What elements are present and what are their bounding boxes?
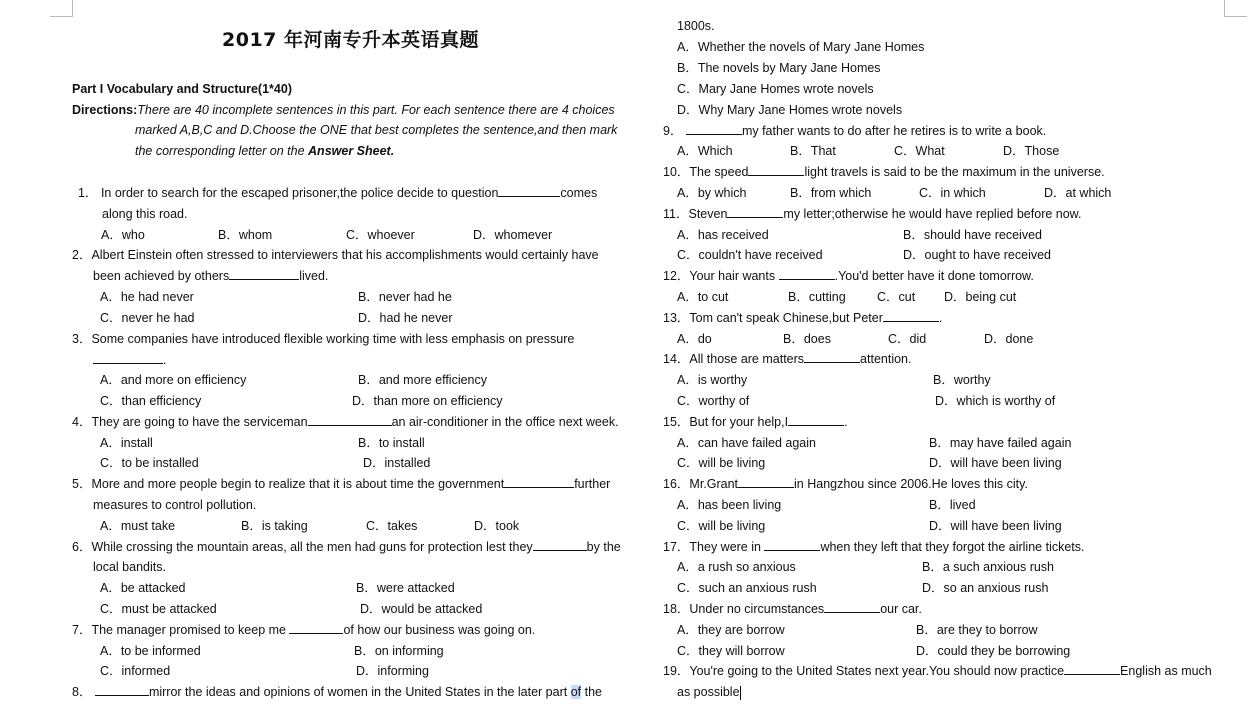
question-text: They are going to have the serviceman — [91, 415, 308, 429]
question-18 — [663, 600, 922, 618]
q17-option-a: A．a rush so anxious — [677, 560, 796, 574]
answer-blank — [788, 413, 844, 426]
q18-option-c: C．they will borrow — [677, 644, 785, 658]
answer-blank — [498, 184, 560, 197]
q11-option-c: C．couldn't have received — [677, 248, 823, 262]
question-text: You're going to the United States next year.You should now practice — [689, 664, 1065, 678]
question-text: Albert Einstein often stressed to interviewers that his accomplishments would certainly have — [91, 248, 599, 262]
q10-option-c: C．in which — [919, 186, 986, 200]
question-text: as possible — [677, 685, 740, 699]
q14-option-c: C．worthy of — [677, 394, 750, 408]
question-number: 12． — [663, 269, 690, 283]
q12-option-a: A．to cut — [677, 290, 729, 304]
answer-blank — [738, 475, 794, 488]
q3-option-c: C．than efficiency — [100, 394, 202, 408]
q16-option-c: C．will be living — [677, 519, 766, 533]
q7-option-c: C．informed — [100, 664, 171, 678]
question-10 — [663, 163, 1105, 181]
question-text: . — [844, 415, 848, 429]
answer-blank — [289, 621, 343, 634]
q14-option-b: B．worthy — [933, 373, 991, 387]
answer-blank — [727, 205, 783, 218]
question-3 — [72, 330, 574, 348]
q18-option-b: B．are they to borrow — [916, 623, 1038, 637]
q5-option-d: D．took — [474, 519, 520, 533]
question-number: 16． — [663, 477, 690, 491]
q4-option-d: D．installed — [363, 456, 431, 470]
question-6-cont: local bandits. — [93, 560, 166, 574]
answer-blank — [533, 538, 587, 551]
q12-option-b: B．cutting — [788, 290, 846, 304]
question-number: 8． — [72, 685, 92, 699]
q7-option-a: A．to be informed — [100, 644, 201, 658]
crop-mark-top-right — [1224, 0, 1247, 17]
q8-option-c: C．Mary Jane Homes wrote novels — [677, 82, 874, 96]
q1-option-b: B．whom — [218, 228, 273, 242]
question-number: 4． — [72, 415, 92, 429]
question-9 — [663, 122, 1046, 140]
question-text: All those are matters — [689, 352, 805, 366]
question-text: my letter;otherwise he would have replied before now. — [783, 207, 1082, 221]
question-text: light travels is said to be the maximum in the universe. — [804, 165, 1105, 179]
question-8-cont: 1800s. — [677, 19, 715, 33]
question-number: 14． — [663, 352, 690, 366]
question-text: an air-conditioner in the office next week. — [391, 415, 619, 429]
q16-option-b: B．lived — [929, 498, 976, 512]
question-1-cont: along this road. — [102, 207, 188, 221]
q1-option-d: D．whomever — [473, 228, 553, 242]
question-text: .You'd better have it done tomorrow. — [834, 269, 1034, 283]
q13-option-c: C．did — [888, 332, 927, 346]
q4-option-b: B．to install — [358, 436, 425, 450]
q6-option-b: B．were attacked — [356, 581, 455, 595]
q4-option-c: C．to be installed — [100, 456, 199, 470]
answer-blank — [308, 413, 392, 426]
question-6 — [72, 538, 621, 556]
question-text: The speed — [689, 165, 749, 179]
question-7 — [72, 621, 535, 639]
q2-option-b: B．never had he — [358, 290, 452, 304]
selected-text: of — [570, 685, 582, 699]
question-text: our car. — [880, 602, 922, 616]
q9-option-d: D．Those — [1003, 144, 1060, 158]
question-text: While crossing the mountain areas, all the men had guns for protection lest they — [91, 540, 533, 554]
q16-option-d: D．will have been living — [929, 519, 1062, 533]
question-5 — [72, 475, 610, 493]
question-12 — [663, 267, 1034, 285]
text-cursor — [740, 686, 741, 700]
question-text: . — [938, 311, 943, 325]
answer-blank — [93, 351, 163, 364]
q3-option-b: B．and more efficiency — [358, 373, 487, 387]
answer-blank — [764, 538, 820, 551]
directions-line-2: marked A,B,C and D.Choose the ONE that best completes the sentence,and then mark — [135, 123, 618, 137]
question-text: But for your help,I — [689, 415, 789, 429]
question-2 — [72, 246, 599, 264]
page-title: 2017 年河南专升本英语真题 — [222, 29, 479, 51]
question-number: 13． — [663, 311, 690, 325]
q6-option-c: C．must be attacked — [100, 602, 217, 616]
q13-option-b: B．does — [783, 332, 831, 346]
question-19-cont[interactable] — [677, 683, 741, 701]
question-number: 17． — [663, 540, 690, 554]
q15-option-d: D．will have been living — [929, 456, 1062, 470]
q13-option-a: A．do — [677, 332, 712, 346]
answer-blank — [824, 600, 880, 613]
question-text: comes — [560, 186, 598, 200]
q5-option-c: C．takes — [366, 519, 418, 533]
question-text: English as much — [1120, 664, 1212, 678]
directions-line-3 — [135, 142, 394, 160]
q16-option-a: A．has been living — [677, 498, 782, 512]
q15-option-c: C．will be living — [677, 456, 766, 470]
q4-option-a: A．install — [100, 436, 153, 450]
q15-option-b: B．may have failed again — [929, 436, 1072, 450]
q10-option-b: B．from which — [790, 186, 872, 200]
q11-option-b: B．should have received — [903, 228, 1042, 242]
part-heading: Part I Vocabulary and Structure(1*40) — [72, 82, 292, 96]
q10-option-d: D．at which — [1044, 186, 1112, 200]
q7-option-d: D．informing — [356, 664, 429, 678]
question-number: 2． — [72, 248, 92, 262]
question-number: 3． — [72, 332, 92, 346]
answer-blank — [804, 350, 860, 363]
question-number: 19． — [663, 664, 690, 678]
question-text: by the — [586, 540, 621, 554]
question-14 — [663, 350, 911, 368]
question-text: in Hangzhou since 2006.He loves this city. — [794, 477, 1028, 491]
question-number: 15． — [663, 415, 690, 429]
question-text: . — [163, 353, 167, 367]
question-text: Steven — [688, 207, 728, 221]
question-text: the — [581, 685, 602, 699]
question-15 — [663, 413, 848, 431]
question-text: Mr.Grant — [689, 477, 739, 491]
question-text: In order to search for the escaped prisoner,the police decide to question — [100, 186, 499, 200]
q2-option-a: A．he had never — [100, 290, 194, 304]
question-3-cont — [93, 351, 166, 369]
q17-option-d: D．so an anxious rush — [922, 581, 1049, 595]
question-number: 1． — [78, 186, 98, 200]
question-2-cont — [93, 267, 328, 285]
question-text: further — [574, 477, 611, 491]
q18-option-d: D．could they be borrowing — [916, 644, 1071, 658]
question-17 — [663, 538, 1085, 556]
question-text: attention. — [860, 352, 912, 366]
question-number: 5． — [72, 477, 92, 491]
q18-option-a: A．they are borrow — [677, 623, 785, 637]
question-number: 18． — [663, 602, 690, 616]
question-text: Under no circumstances — [689, 602, 825, 616]
question-text: Tom can't speak Chinese,but Peter — [689, 311, 883, 325]
question-5-cont: measures to control pollution. — [93, 498, 257, 512]
question-16 — [663, 475, 1028, 493]
question-number: 7． — [72, 623, 92, 637]
q1-option-c: C．whoever — [346, 228, 415, 242]
question-text: my father wants to do after he retires is to write a book. — [741, 124, 1047, 138]
question-13 — [663, 309, 942, 327]
answer-sheet-label: Answer Sheet. — [308, 144, 395, 158]
question-11 — [663, 205, 1082, 223]
question-text: mirror the ideas and opinions of women in the United States in the later part — [148, 685, 571, 699]
q14-option-d: D．which is worthy of — [935, 394, 1056, 408]
q10-option-a: A．by which — [677, 186, 747, 200]
q15-option-a: A．can have failed again — [677, 436, 816, 450]
answer-blank — [779, 267, 835, 280]
question-text: been achieved by others — [93, 269, 230, 283]
answer-blank — [748, 163, 804, 176]
question-number: 6． — [72, 540, 92, 554]
q3-option-d: D．than more on efficiency — [352, 394, 503, 408]
question-text: The manager promised to keep me — [91, 623, 286, 637]
q7-option-b: B．on informing — [354, 644, 444, 658]
q9-option-b: B．That — [790, 144, 836, 158]
question-text: lived. — [299, 269, 329, 283]
directions-text: the corresponding letter on the — [135, 144, 309, 158]
q9-option-a: A．Which — [677, 144, 733, 158]
question-19 — [663, 662, 1212, 680]
q11-option-d: D．ought to have received — [903, 248, 1052, 262]
answer-blank — [686, 122, 742, 135]
q3-option-a: A．and more on efficiency — [100, 373, 247, 387]
question-text: Some companies have introduced flexible working time with less emphasis on pressure — [91, 332, 575, 346]
question-number: 9． — [663, 124, 683, 138]
question-text: Your hair wants — [689, 269, 776, 283]
q2-option-d: D．had he never — [358, 311, 453, 325]
question-text: They were in — [689, 540, 761, 554]
answer-blank — [1064, 662, 1120, 675]
q12-option-d: D．being cut — [944, 290, 1017, 304]
q5-option-b: B．is taking — [241, 519, 308, 533]
question-8 — [72, 683, 602, 701]
q8-option-a: A．Whether the novels of Mary Jane Homes — [677, 40, 925, 54]
directions-line-1 — [72, 101, 615, 119]
crop-mark-top-left — [50, 0, 73, 17]
answer-blank — [229, 267, 299, 280]
q13-option-d: D．done — [984, 332, 1034, 346]
q14-option-a: A．is worthy — [677, 373, 748, 387]
question-number: 10． — [663, 165, 690, 179]
q6-option-d: D．would be attacked — [360, 602, 483, 616]
question-number: 11． — [663, 207, 689, 221]
directions-text: There are 40 incomplete sentences in this part. For each sentence there are 4 choices — [137, 103, 615, 117]
q17-option-c: C．such an anxious rush — [677, 581, 817, 595]
question-1 — [78, 184, 597, 202]
q6-option-a: A．be attacked — [100, 581, 186, 595]
question-text: of how our business was going on. — [343, 623, 536, 637]
q8-option-d: D．Why Mary Jane Homes wrote novels — [677, 103, 903, 117]
answer-blank — [883, 309, 939, 322]
q11-option-a: A．has received — [677, 228, 769, 242]
answer-blank — [504, 475, 574, 488]
q5-option-a: A．must take — [100, 519, 176, 533]
directions-label: Directions: — [72, 103, 138, 117]
answer-blank — [95, 683, 149, 696]
q17-option-b: B．a such anxious rush — [922, 560, 1055, 574]
question-text: when they left that they forgot the airline tickets. — [820, 540, 1085, 554]
q8-option-b: B．The novels by Mary Jane Homes — [677, 61, 881, 75]
q12-option-c: C．cut — [877, 290, 916, 304]
question-text: More and more people begin to realize that it is about time the government — [91, 477, 505, 491]
question-4 — [72, 413, 619, 431]
q9-option-c: C．What — [894, 144, 945, 158]
q1-option-a: A．who — [101, 228, 145, 242]
q2-option-c: C．never he had — [100, 311, 195, 325]
